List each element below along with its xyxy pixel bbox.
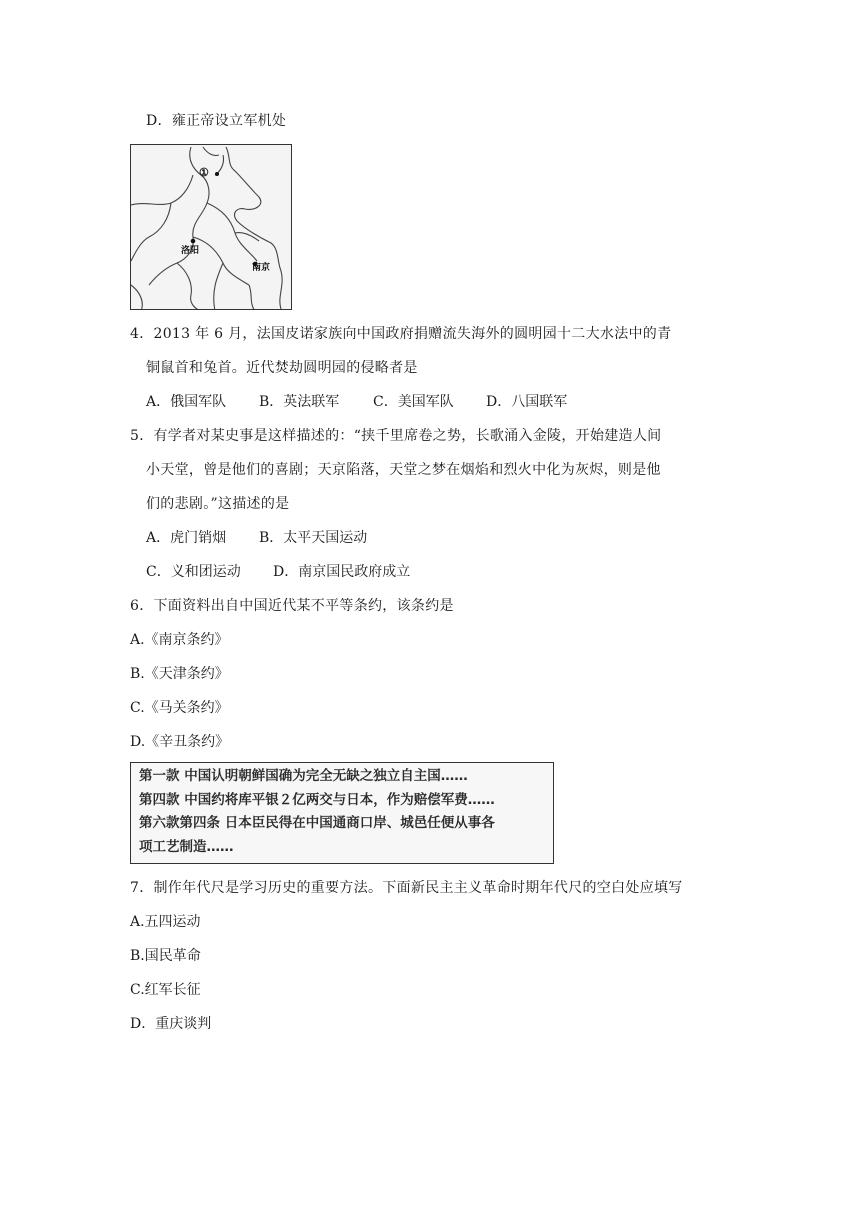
q7-option-d: D．重庆谈判: [130, 1016, 212, 1032]
q6-option-a: A.《南京条约》: [130, 632, 229, 648]
treaty-line-4: 项工艺制造……: [139, 838, 234, 855]
q7-stem: 7．制作年代尺是学习历史的重要方法。下面新民主主义革命时期年代尺的空白处应填写: [130, 880, 683, 896]
q6-option-b: B.《天津条约》: [130, 666, 229, 682]
q5-stem-line2: 小天堂，曾是他们的喜剧；天京陷落，天堂之梦在烟焰和烈火中化为灰烬，则是他: [146, 462, 661, 478]
q7-option-b: B.国民革命: [130, 948, 201, 964]
treaty-line-1: 第一款 中国认明朝鲜国确为完全无缺之独立自主国……: [139, 768, 468, 784]
q5-stem-line1: 5．有学者对某史事是这样描述的：“挟千里席卷之势，长歌涌入金陵，开始建造人间: [130, 428, 662, 444]
map-marker-1: ①: [199, 166, 209, 179]
q5-stem-line3: 们的悲剧。”这描述的是: [146, 496, 290, 512]
q4-stem-line2: 铜鼠首和兔首。近代焚劫圆明园的侵略者是: [146, 360, 418, 376]
q6-option-c: C.《马关条约》: [130, 700, 229, 716]
q3-option-d: D．雍正帝设立军机处: [146, 113, 287, 129]
treaty-line-3: 第六款第四条 日本臣民得在中国通商口岸、城邑任便从事各: [139, 815, 495, 831]
q6-option-d: D.《辛丑条约》: [130, 734, 230, 750]
q5-option-a: A．虎门销烟: [146, 530, 227, 546]
q4-option-b: B．英法联军: [259, 394, 340, 410]
map-figure: [130, 144, 292, 310]
q5-option-d: D．南京国民政府成立: [273, 564, 411, 580]
map-label-nanjing: 南京: [252, 263, 271, 273]
treaty-line-2: 第四款 中国约将库平银２亿两交与日本，作为赔偿军费……: [139, 791, 495, 808]
q4-option-c: C．美国军队: [373, 394, 454, 410]
q4-option-a: A．俄国军队: [146, 394, 227, 410]
q7-option-a: A.五四运动: [130, 914, 201, 930]
treaty-excerpt-box: [130, 762, 554, 864]
q5-option-b: B．太平天国运动: [259, 530, 368, 546]
q5-option-c: C．义和团运动: [146, 564, 241, 580]
map-lines: [131, 145, 292, 310]
q6-stem: 6．下面资料出自中国近代某不平等条约，该条约是: [130, 598, 454, 614]
q7-option-c: C.红军长征: [130, 982, 201, 998]
q4-option-d: D．八国联军: [486, 394, 568, 410]
map-label-luoyang: 洛阳: [181, 246, 200, 256]
q4-stem-line1: 4．2013 年 6 月，法国皮诺家族向中国政府捐赠流失海外的圆明园十二大水法中的青: [130, 326, 672, 342]
